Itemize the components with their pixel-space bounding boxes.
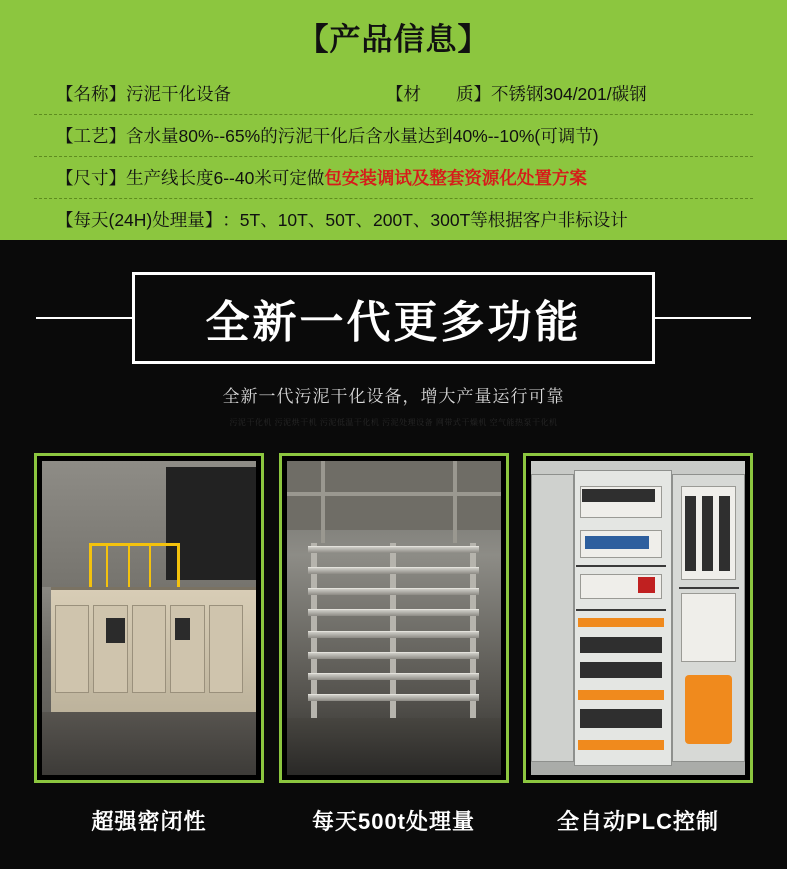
feature-cards bbox=[0, 441, 787, 836]
headline-banner bbox=[0, 262, 787, 372]
feature-card bbox=[279, 453, 509, 836]
info-value-size-highlight: 包安装调试及整套资源化处置方案 bbox=[324, 168, 587, 188]
photo-plc-control-cabinet bbox=[531, 461, 745, 775]
info-rows bbox=[34, 73, 753, 240]
watermark-text: 污泥干化机 污泥烘干机 污泥低温干化机 污泥处理设备 网带式干燥机 空气能热泵干化机 bbox=[229, 418, 558, 427]
headline-text: 全新一代更多功能 bbox=[205, 298, 582, 347]
photo-stacked-conveyor-frames bbox=[287, 461, 501, 775]
headline-box bbox=[132, 272, 655, 364]
photo-frame bbox=[523, 453, 753, 783]
info-row-name-material bbox=[34, 73, 753, 115]
headline-rule-left bbox=[36, 317, 132, 319]
card-caption: 超强密闭性 bbox=[91, 809, 207, 834]
card-caption: 每天500t处理量 bbox=[311, 809, 476, 834]
info-label-process: 【工艺】 bbox=[56, 126, 126, 146]
info-value-name: 污泥干化设备 bbox=[126, 84, 231, 104]
info-value-process: 含水量80%--65%的污泥干化后含水量达到40%--10%(可调节) bbox=[126, 126, 599, 146]
page-title: 【产品信息】 bbox=[297, 22, 490, 57]
info-row-size bbox=[34, 157, 753, 199]
headline-rule-right bbox=[655, 317, 751, 319]
info-label-capacity: 【每天(24H)处理量】 bbox=[56, 210, 223, 230]
info-label-size: 【尺寸】 bbox=[56, 168, 126, 188]
photo-frame bbox=[34, 453, 264, 783]
info-value-size: 生产线长度6--40米可定做 bbox=[126, 168, 325, 188]
info-value-material: 不锈钢304/201/碳钢 bbox=[491, 84, 647, 104]
photo-frame bbox=[279, 453, 509, 783]
info-label-material: 【材 质】 bbox=[386, 84, 491, 104]
feature-card bbox=[523, 453, 753, 836]
feature-card bbox=[34, 453, 264, 836]
product-info-panel bbox=[0, 0, 787, 240]
info-row-capacity bbox=[34, 199, 753, 240]
subheadline-text: 全新一代污泥干化设备，增大产量运行可靠 bbox=[222, 387, 565, 406]
feature-section bbox=[0, 240, 787, 869]
photo-dryer-production-line bbox=[42, 461, 256, 775]
card-caption: 全自动PLC控制 bbox=[556, 809, 719, 834]
info-value-capacity: ：5T、10T、50T、200T、300T等根据客户非标设计 bbox=[222, 210, 628, 230]
info-label-name: 【名称】 bbox=[56, 84, 126, 104]
info-row-process bbox=[34, 115, 753, 157]
